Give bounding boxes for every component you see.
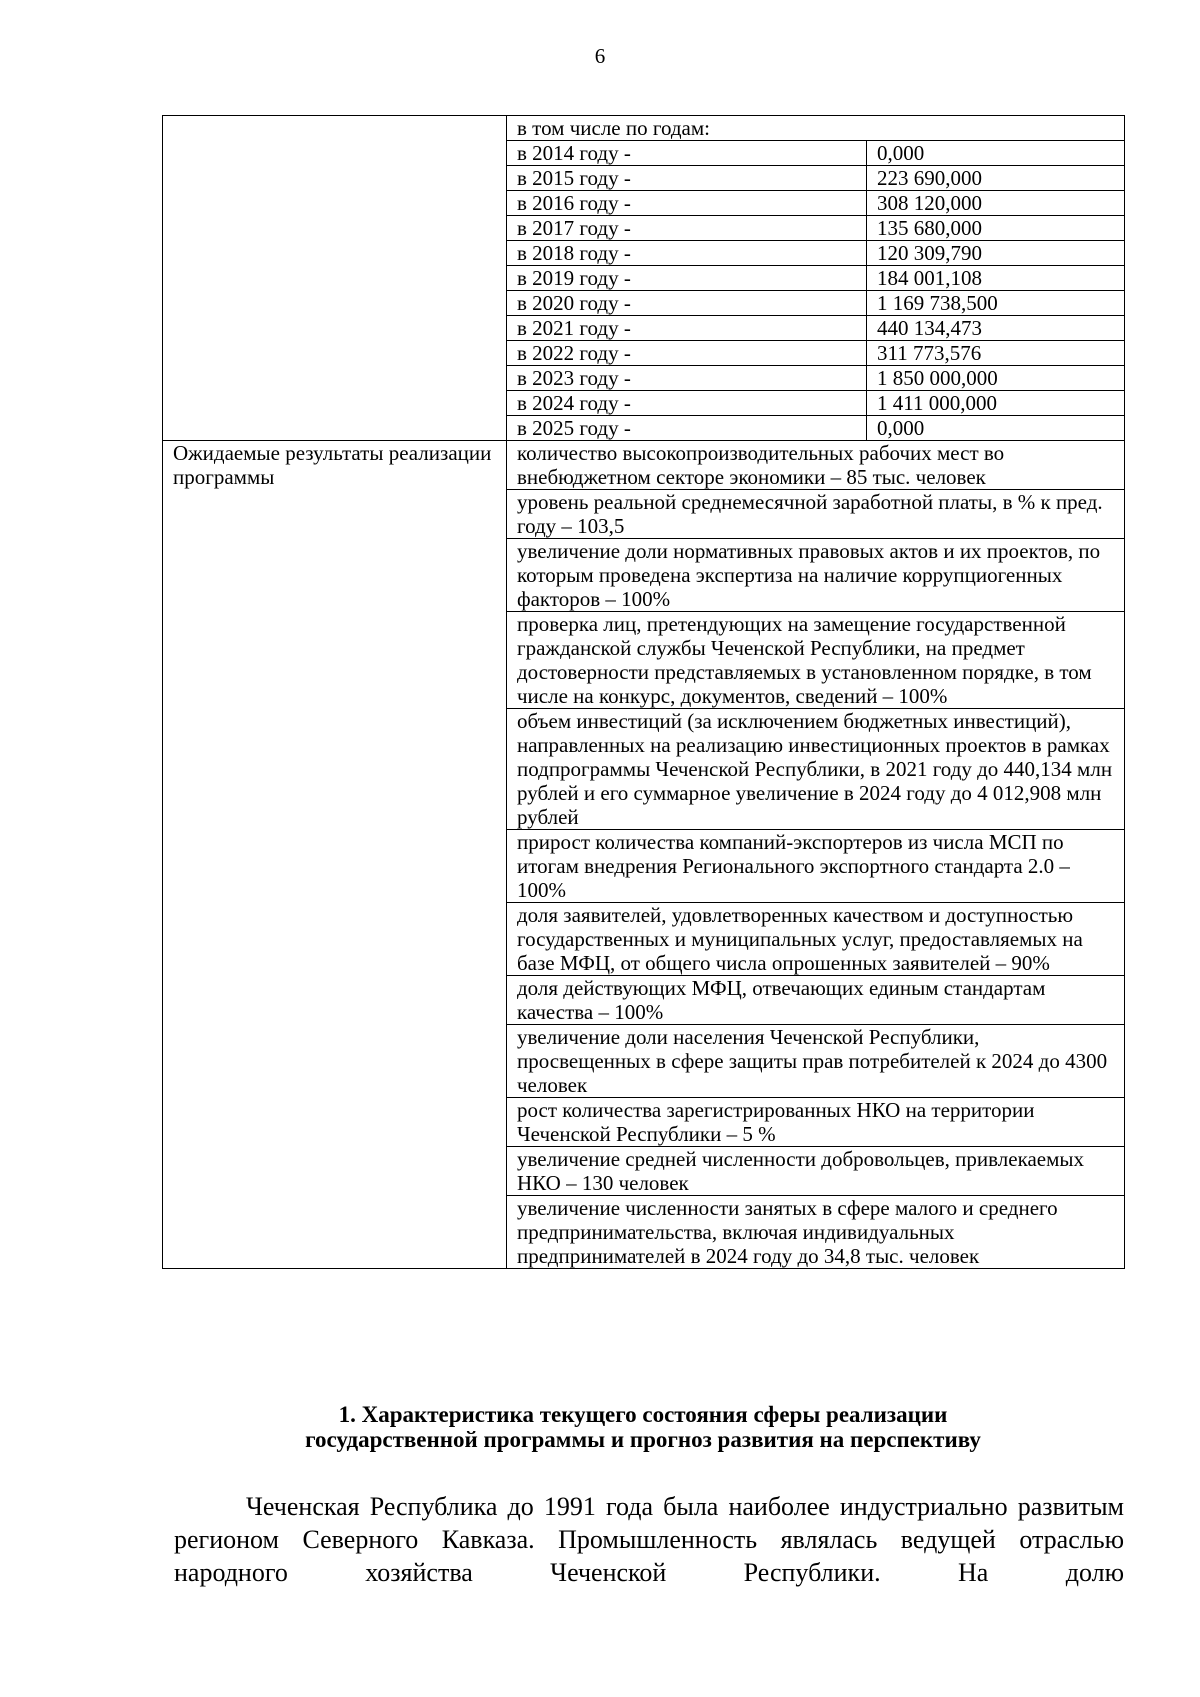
result-item: доля действующих МФЦ, отвечающих единым стандартам качества – 100%	[507, 976, 1125, 1025]
table-row	[163, 116, 1125, 141]
year-cell: в 2019 году -	[507, 266, 867, 291]
program-passport-table	[162, 115, 1125, 1269]
amount-cell: 184 001,108	[867, 266, 1125, 291]
amount-cell: 1 169 738,500	[867, 291, 1125, 316]
amount-cell: 308 120,000	[867, 191, 1125, 216]
result-item: рост количества зарегистрированных НКО на территории Чеченской Республики – 5 %	[507, 1098, 1125, 1147]
body-paragraph: Чеченская Республика до 1991 года была наиболее индустриально развитым регионом Северного Кавказа. Промышленность являлась ведущей отраслью народного хозяйства Чеченской Республики. На долю	[174, 1492, 1124, 1587]
amount-cell: 311 773,576	[867, 341, 1125, 366]
result-item: увеличение численности занятых в сфере малого и среднего предпринимательства, включая индивидуальных предпринимателей в 2024 году до 34,8 тыс. человек	[507, 1196, 1125, 1269]
by-years-label: в том числе по годам:	[507, 116, 1125, 141]
section-heading	[162, 1402, 1124, 1452]
amount-cell: 0,000	[867, 141, 1125, 166]
year-cell: в 2016 году -	[507, 191, 867, 216]
year-cell: в 2014 году -	[507, 141, 867, 166]
result-item: увеличение доли населения Чеченской Республики, просвещенных в сфере защиты прав потребителей к 2024 до 4300 человек	[507, 1025, 1125, 1098]
result-item: объем инвестиций (за исключением бюджетных инвестиций), направленных на реализацию инвестиционных проектов в рамках подпрограммы Чеченской Республики, в 2021 году до 440,134 млн рублей и его суммарное увеличение в 2024 году до 4 012,908 млн рублей	[507, 709, 1125, 830]
expected-results-label: Ожидаемые результаты реализации программы	[163, 441, 507, 1269]
year-cell: в 2017 году -	[507, 216, 867, 241]
year-cell: в 2018 году -	[507, 241, 867, 266]
amount-cell: 223 690,000	[867, 166, 1125, 191]
year-cell: в 2022 году -	[507, 341, 867, 366]
year-cell: в 2015 году -	[507, 166, 867, 191]
result-item: доля заявителей, удовлетворенных качеством и доступностью государственных и муниципальных услуг, предоставляемых на базе МФЦ, от общего числа опрошенных заявителей – 90%	[507, 903, 1125, 976]
table-row	[163, 441, 1125, 490]
year-cell: в 2025 году -	[507, 416, 867, 441]
page-number: 6	[594, 44, 606, 68]
amount-cell: 1 850 000,000	[867, 366, 1125, 391]
amount-cell: 135 680,000	[867, 216, 1125, 241]
section-heading-line-2: государственной программы и прогноз развития на перспективу	[305, 1427, 981, 1452]
section-heading-line-1: 1. Характеристика текущего состояния сферы реализации	[338, 1402, 948, 1427]
year-cell: в 2021 году -	[507, 316, 867, 341]
result-item: количество высокопроизводительных рабочих мест во внебюджетном секторе экономики – 85 тыс. человек	[507, 441, 1125, 490]
amount-cell: 120 309,790	[867, 241, 1125, 266]
amount-cell: 0,000	[867, 416, 1125, 441]
year-cell: в 2024 году -	[507, 391, 867, 416]
result-item: проверка лиц, претендующих на замещение государственной гражданской службы Чеченской Республики, на предмет достоверности представляемых в установленном порядке, в том числе на конкурс, документов, сведений – 100%	[507, 612, 1125, 709]
year-cell: в 2020 году -	[507, 291, 867, 316]
year-cell: в 2023 году -	[507, 366, 867, 391]
result-item: увеличение доли нормативных правовых актов и их проектов, по которым проведена экспертиза на наличие коррупциогенных факторов – 100%	[507, 539, 1125, 612]
result-item: прирост количества компаний-экспортеров из числа МСП по итогам внедрения Регионального экспортного стандарта 2.0 –100%	[507, 830, 1125, 903]
amount-cell: 1 411 000,000	[867, 391, 1125, 416]
result-item: уровень реальной среднемесячной заработной платы, в % к пред. году – 103,5	[507, 490, 1125, 539]
empty-label-cell	[163, 116, 507, 441]
amount-cell: 440 134,473	[867, 316, 1125, 341]
result-item: увеличение средней численности добровольцев, привлекаемых НКО – 130 человек	[507, 1147, 1125, 1196]
